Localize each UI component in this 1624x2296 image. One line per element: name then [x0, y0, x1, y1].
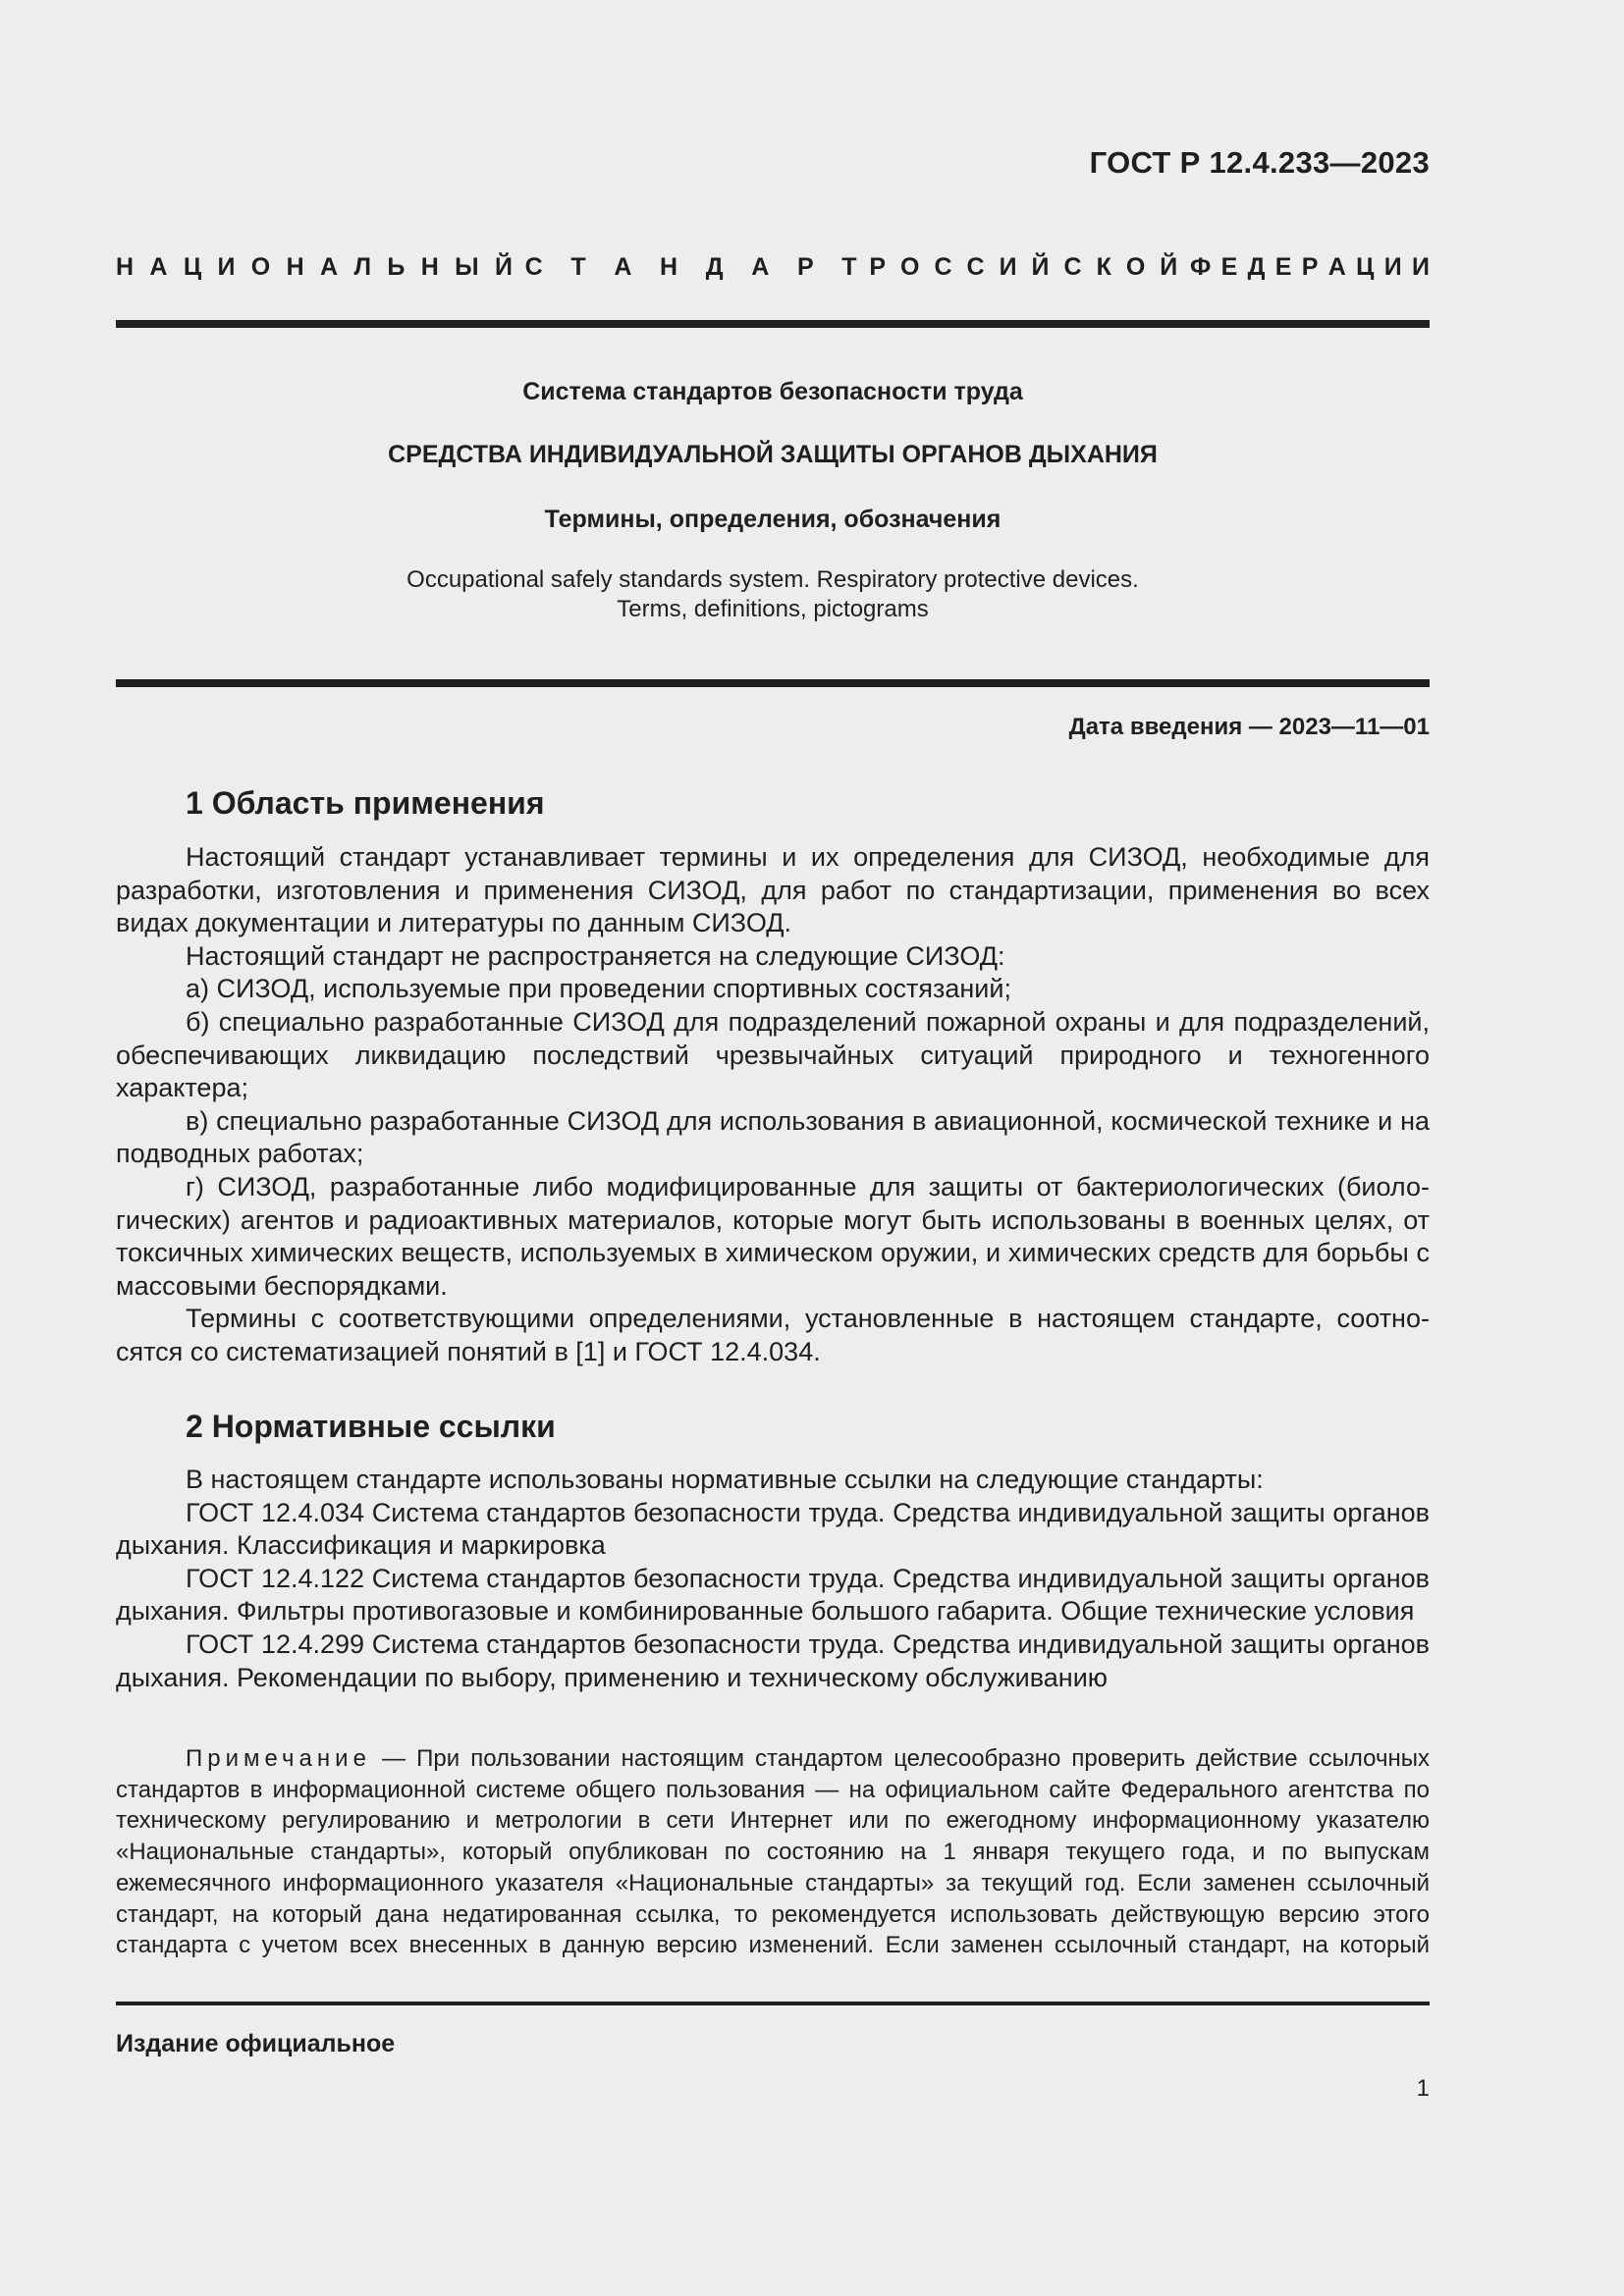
reference-item: ГОСТ 12.4.299 Система стандартов безопасности труда. Средства индивидуальной защиты органов дыхания. Рекомендации по выбору, применению и техническому обслуживанию — [116, 1629, 1430, 1692]
paragraph: В настоящем стандарте использованы нормативные ссылки на следующие стандарты: — [186, 1465, 1264, 1494]
section-1-body — [116, 841, 1430, 1369]
paragraph: Настоящий стандарт устанавливает термины и их определения для СИЗОД, необходимые для разработки, изготовления и применения СИЗОД, для работ по стандартизации, применения во всех видах документации и литературы по данным СИЗОД. — [116, 842, 1430, 938]
document-subtitle: Термины, определения, обозначения — [544, 506, 1001, 533]
list-item: в) специально разработанные СИЗОД для использования в авиационной, космической технике и на подводных работах; — [116, 1105, 1430, 1169]
standards-system-title: Система стандартов безопасности труда — [522, 378, 1023, 405]
banner-word: Р О С С И Й С К О Й — [869, 253, 1178, 281]
english-title-line-1: Occupational safely standards system. Respiratory protective devices. — [406, 566, 1139, 593]
document-main-title: СРЕДСТВА ИНДИВИДУАЛЬНОЙ ЗАЩИТЫ ОРГАНОВ ДЫХАНИЯ — [388, 441, 1158, 468]
document-code: ГОСТ Р 12.4.233—2023 — [1089, 145, 1430, 180]
banner-word: Н А Ц И О Н А Л Ь Н Ы Й — [116, 253, 513, 281]
section-1-heading: 1 Область применения — [186, 785, 545, 821]
national-standard-banner — [116, 253, 1430, 282]
introduction-date: Дата введения — 2023—11—01 — [1068, 714, 1430, 740]
note-label: Примечание — [186, 1745, 371, 1772]
section-2-body — [116, 1464, 1430, 1694]
title-divider — [116, 679, 1430, 687]
english-title-line-2: Terms, definitions, pictograms — [617, 596, 929, 622]
list-item: г) СИЗОД, разработанные либо модифицированные для защиты от бактериологических (биологических) агентов и радиоактивных материалов, которые могут быть использованы в военных целях, от токсичных химических веществ, используемых в химическом оружии, и химических средств для борьбы с массовыми беспорядками. — [116, 1171, 1430, 1301]
top-divider — [116, 320, 1430, 328]
reference-item: ГОСТ 12.4.122 Система стандартов безопасности труда. Средства индивидуальной защиты органов дыхания. Фильтры противогазовые и комбинированные большого габарита. Общие технические условия — [116, 1563, 1430, 1627]
section-2-heading: 2 Нормативные ссылки — [186, 1409, 556, 1444]
edition-label: Издание официальное — [116, 2030, 396, 2057]
paragraph: Настоящий стандарт не распространяется на следующие СИЗОД: — [186, 940, 1005, 971]
note — [116, 1743, 1430, 1961]
paragraph: Термины с соответствующими определениями, установленные в настоящем стандарте, соотносятся со систематизацией понятий в [1] и ГОСТ 12.4.034. — [116, 1304, 1430, 1366]
reference-item: ГОСТ 12.4.034 Система стандартов безопасности труда. Средства индивидуальной защиты органов дыхания. Классификация и маркировка — [116, 1497, 1430, 1561]
banner-word: С Т А Н Д А Р Т — [524, 253, 857, 281]
footer-divider — [116, 2002, 1430, 2005]
banner-word: Ф Е Д Е Р А Ц И И — [1189, 253, 1430, 281]
note-paragraph — [116, 1743, 1430, 1961]
note-text: — При пользовании настоящим стандартом целесообразно проверить действие ссылочных стандартов в информационной системе общего пользования — на официальном сайте Федерального агентства по техническому регулированию и метрологии в сети Интернет или по ежегодному информационному указателю «Национальные стандарты», который опубликован по состоянию на 1 января текущего года, и по выпускам ежемесячного информационного указателя «Национальные стандарты» за текущий год. Если заменен ссылочный стандарт, на который дана недатированная ссылка, то рекомендуется использовать действующую версию этого стандарта с учетом всех внесенных в данную версию изменений. Если заменен ссылочный стандарт, на который — [116, 1745, 1430, 1959]
list-item: а) СИЗОД, используемые при проведении спортивных состязаний; — [186, 974, 1011, 1004]
page-number: 1 — [1416, 2075, 1430, 2102]
list-item: б) специально разработанные СИЗОД для подразделений пожарной охраны и для подразделений, обеспечивающих ликвидацию последствий чрезвычайных ситуаций природного и техногенного характера; — [116, 1006, 1430, 1103]
